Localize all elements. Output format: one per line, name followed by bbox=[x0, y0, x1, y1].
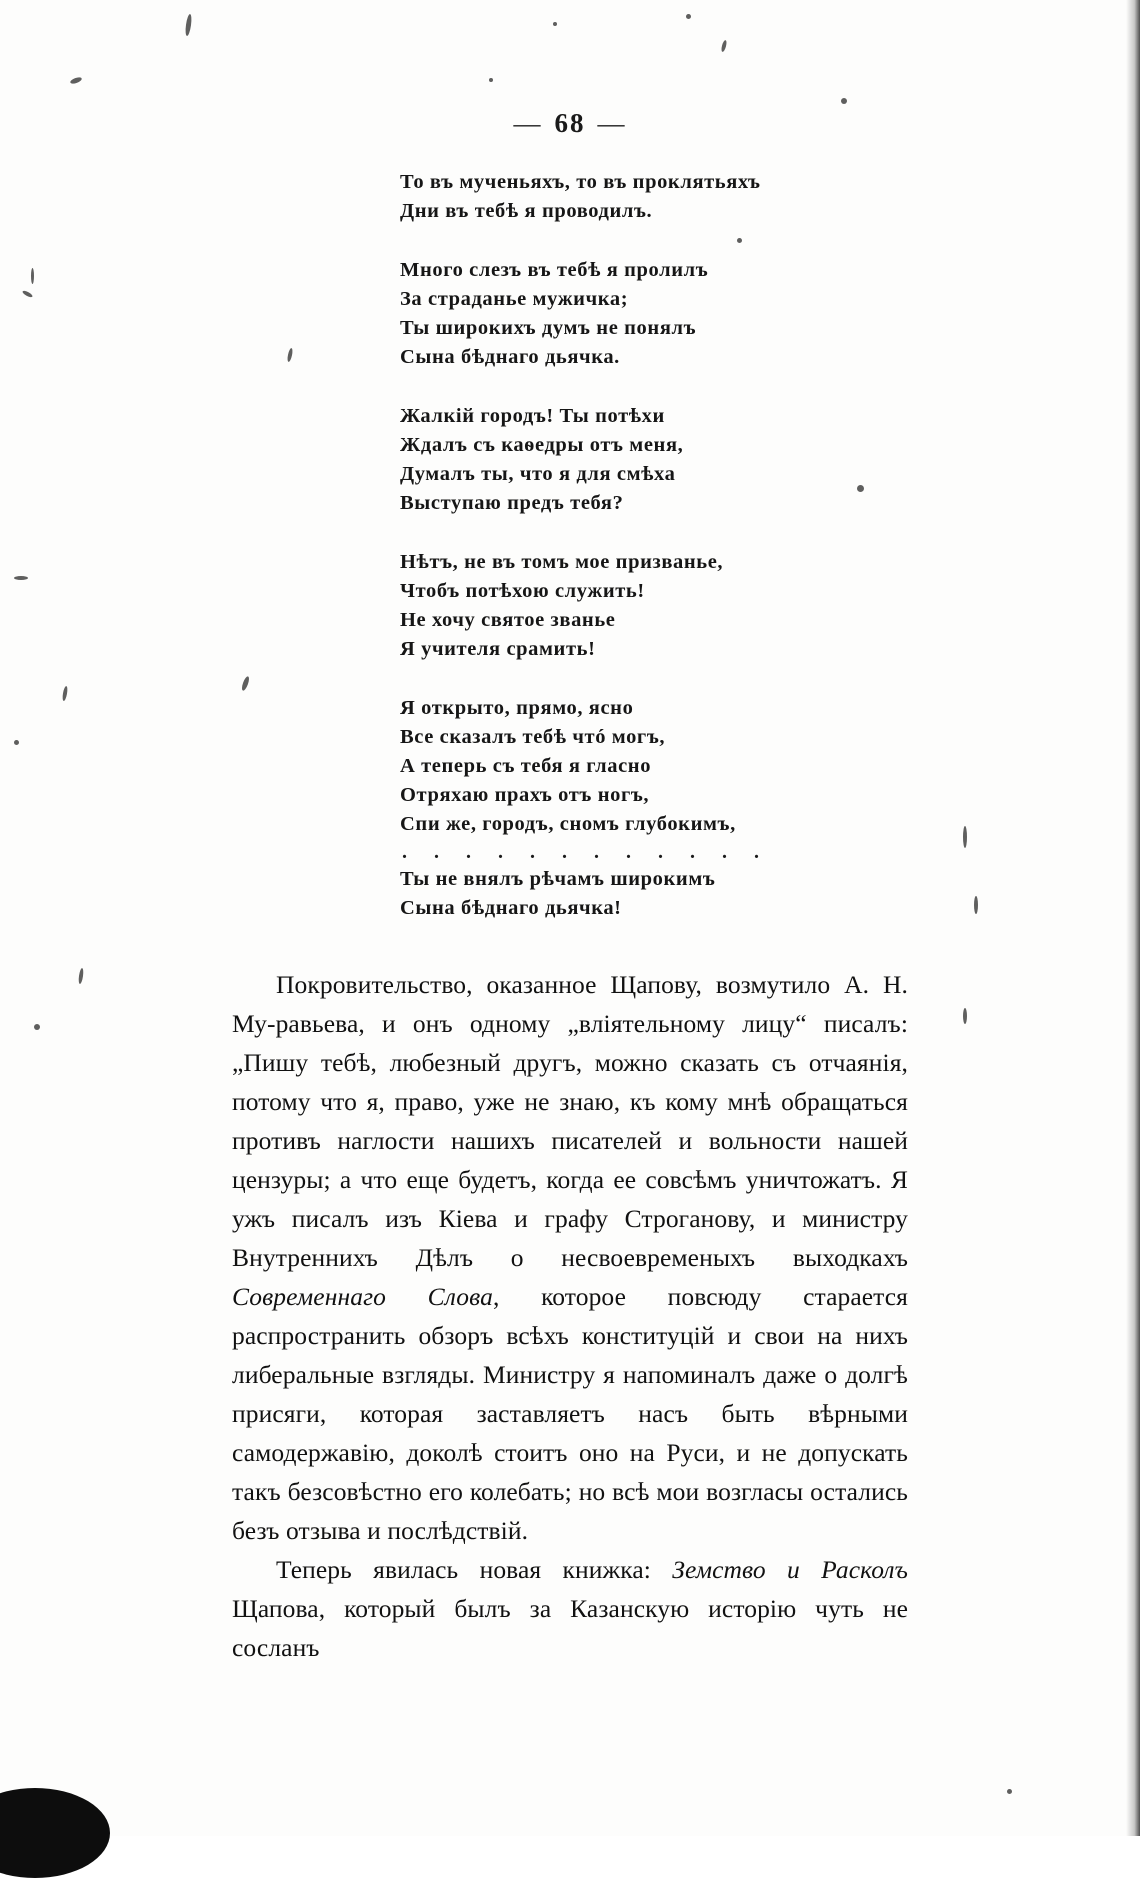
scan-speck bbox=[184, 14, 192, 36]
poem-stanza bbox=[400, 168, 920, 226]
scan-speck bbox=[1007, 1789, 1012, 1794]
poem-line: Ждалъ съ каѳедры отъ меня, bbox=[400, 434, 684, 456]
scan-speck bbox=[686, 14, 691, 19]
poem-line: Жалкій городъ! Ты потѣхи bbox=[400, 405, 665, 427]
scan-speck bbox=[34, 1024, 40, 1030]
poem-line: Я открыто, прямо, ясно bbox=[400, 697, 634, 719]
poem-line: Все сказалъ тебѣ чтó могъ, bbox=[400, 726, 666, 748]
poem-line: Отряхаю прахъ отъ ногъ, bbox=[400, 784, 650, 806]
poem-line: Сына бѣднаго дьячка. bbox=[400, 346, 620, 368]
poem-line: Ты широкихъ думъ не понялъ bbox=[400, 317, 697, 339]
scan-speck bbox=[14, 576, 28, 580]
poem-line: Выступаю предъ тебя? bbox=[400, 492, 624, 514]
scan-speck bbox=[31, 268, 34, 284]
scan-speck bbox=[841, 98, 847, 104]
scan-speck bbox=[22, 290, 34, 299]
paragraph-text: Покровительство, оказанное Щапову, возмутило А. Н. Му-равьева, и онъ одному „вліятельному лицу“ писалъ: „Пишу тебѣ, любезный другъ, можно сказать съ отчаянія, потому что я, право, уже не знаю, къ кому мнѣ обращаться противъ наглости нашихъ писателей и вольности нашей цензуры; а что еще будетъ, когда ее совсѣмъ уничтожатъ. Я ужъ писалъ изъ Кіева и графу Строганову, и министру Внутреннихъ Дѣлъ о несвоевременыхъ выходкахъ bbox=[232, 970, 908, 1272]
poem-line: Не хочу святое званье bbox=[400, 609, 616, 631]
poem-dot-separator: . . . . . . . . . . . . bbox=[402, 841, 770, 863]
paragraph-text-italic: Современнаго Слова bbox=[232, 1282, 493, 1311]
prose-block bbox=[232, 965, 908, 1667]
poem-stanza bbox=[400, 256, 920, 372]
scan-speck bbox=[963, 1008, 967, 1024]
poem-stanza bbox=[400, 694, 920, 923]
scan-speck bbox=[287, 348, 294, 363]
poem-line: Чтобъ потѣхою служить! bbox=[400, 580, 645, 602]
page-number-dash-right: — bbox=[597, 108, 627, 138]
scan-speck bbox=[78, 968, 84, 984]
page-number-dash-left: — bbox=[513, 108, 543, 138]
poem-line: Много слезъ въ тебѣ я пролилъ bbox=[400, 259, 709, 281]
poem-line: Ты не внялъ рѣчамъ широкимъ bbox=[400, 868, 716, 890]
poem-line: А теперь съ тебя я гласно bbox=[400, 755, 652, 777]
paragraph-text-italic: Земство и Расколъ bbox=[672, 1555, 908, 1584]
poem-line: За страданье мужичка; bbox=[400, 288, 629, 310]
scan-speck bbox=[974, 896, 978, 914]
poem-line: Спи же, городъ, сномъ глубокимъ, bbox=[400, 813, 736, 835]
poem-stanza bbox=[400, 548, 920, 664]
poem-line: Нѣтъ, не въ томъ мое призванье, bbox=[400, 551, 724, 573]
scan-speck bbox=[489, 78, 493, 82]
paragraph bbox=[232, 1550, 908, 1667]
page-number bbox=[0, 108, 1140, 139]
paragraph bbox=[232, 965, 908, 1550]
scan-speck bbox=[963, 826, 967, 848]
poem-line: То въ мученьяхъ, то въ проклятьяхъ bbox=[400, 171, 761, 193]
poem-line: Сына бѣднаго дьячка! bbox=[400, 897, 622, 919]
poem-line: Думалъ ты, что я для смѣха bbox=[400, 463, 676, 485]
poem-line: Я учителя срамить! bbox=[400, 638, 596, 660]
poem-block bbox=[400, 168, 920, 923]
scan-speck bbox=[553, 22, 557, 26]
paragraph-text: Теперь явилась новая книжка: bbox=[276, 1555, 673, 1584]
scan-edge-shadow bbox=[1126, 0, 1140, 1836]
poem-stanza bbox=[400, 402, 920, 518]
scan-speck bbox=[14, 740, 19, 745]
scan-speck bbox=[70, 76, 83, 85]
scan-speck bbox=[721, 40, 728, 53]
paragraph-text: Щапова, который былъ за Казанскую исторію чуть не сосланъ bbox=[232, 1594, 908, 1662]
scan-speck bbox=[62, 686, 69, 701]
scan-corner-artifact bbox=[0, 1788, 110, 1878]
page-number-value: 68 bbox=[554, 108, 586, 138]
paragraph-text: , которое повсюду старается распространить обзоръ всѣхъ конституцій и свои на нихъ либеральные взгляды. Министру я напоминалъ даже о долгѣ присяги, которая заставляетъ насъ быть вѣрными самодержавію, доколѣ стоитъ оно на Руси, и не допускать такъ безсовѣстно его колебать; но всѣ мои возгласы остались безъ отзыва и послѣдствій. bbox=[232, 1282, 908, 1545]
poem-line: Дни въ тебѣ я проводилъ. bbox=[400, 200, 653, 222]
scan-speck bbox=[241, 676, 251, 692]
